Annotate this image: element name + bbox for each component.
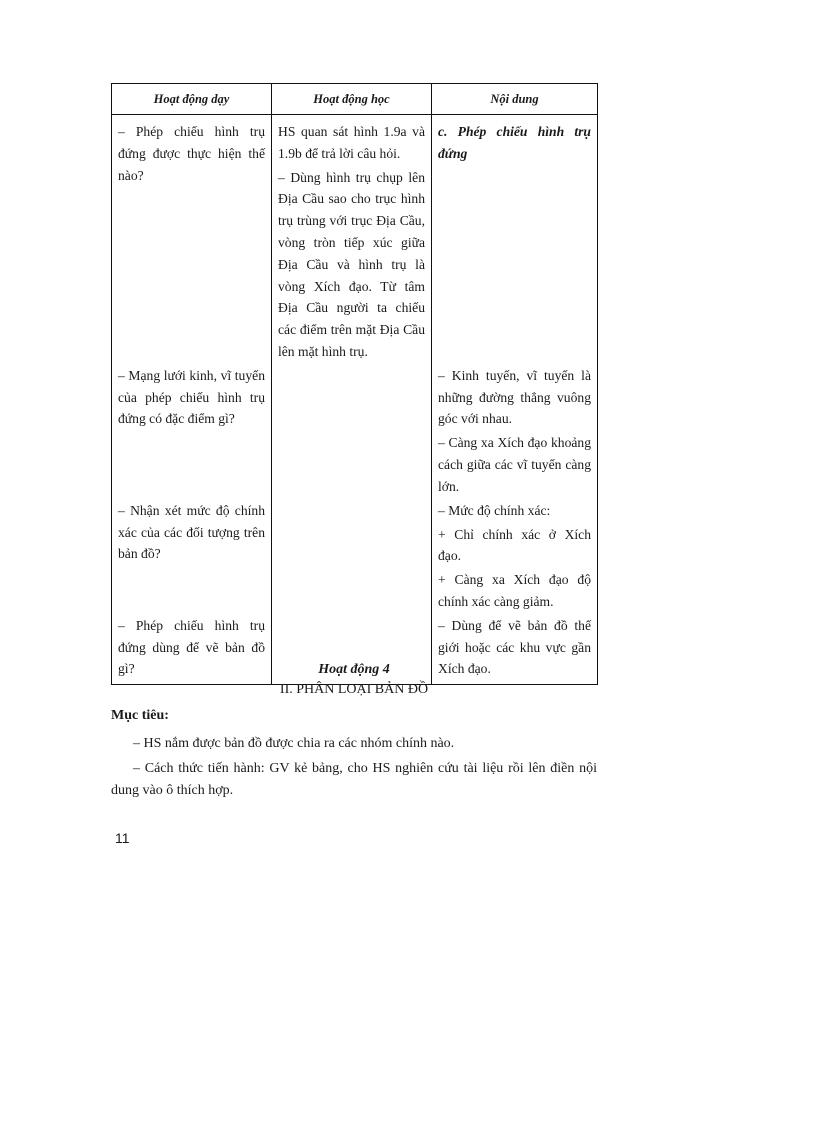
content-text: – Kinh tuyến, vĩ tuyến là những đường thẳng vuông góc với nhau. <box>438 367 591 427</box>
teach-text: – Mạng lưới kinh, vĩ tuyến của phép chiếu hình trụ đứng có đặc điểm gì? <box>118 367 265 427</box>
page-number: 11 <box>115 830 130 846</box>
table-row <box>112 365 598 500</box>
content-text: + Càng xa Xích đạo độ chính xác càng giảm. <box>438 572 591 609</box>
lesson-table <box>111 83 598 685</box>
learn-cell <box>272 500 432 615</box>
content-text: – Mức độ chính xác: <box>438 502 551 518</box>
objective-item: – HS nắm được bản đồ được chia ra các nhóm chính nào. <box>133 736 455 751</box>
activity-title: Hoạt động 4 <box>318 662 390 677</box>
section-title: II. PHÂN LOẠI BẢN ĐỒ <box>279 682 429 697</box>
table-row <box>112 115 598 365</box>
content-cell <box>432 115 598 365</box>
objective-item: – Cách thức tiến hành: GV kẻ bảng, cho HS nghiên cứu tài liệu rồi lên điền nội dung vào ô thích hợp. <box>111 761 597 798</box>
learn-text: – Dùng hình trụ chụp lên Địa Cầu sao cho trục hình trụ trùng với trục Địa Cầu, vòng tròn tiếp xúc giữa Địa Cầu và hình trụ là vòng Xích đạo. Từ tâm Địa Cầu người ta chiếu các điểm trên mặt Địa Cầu lên mặt hình trụ. <box>278 169 425 359</box>
table-header-row <box>112 84 598 115</box>
table-row <box>112 500 598 615</box>
teach-text: – Nhận xét mức độ chính xác của các đối tượng trên bản đồ? <box>118 502 265 562</box>
teach-cell <box>112 500 272 615</box>
teach-text: – Phép chiếu hình trụ đứng được thực hiện thế nào? <box>118 124 265 183</box>
content-heading: c. Phép chiếu hình trụ đứng <box>438 124 591 161</box>
learn-cell <box>272 115 432 365</box>
teach-text: – Phép chiếu hình trụ đứng dùng để vẽ bản đồ gì? <box>118 617 265 677</box>
header-teaching: Hoạt động dạy <box>112 84 272 115</box>
learn-cell <box>272 365 432 500</box>
content-cell <box>432 500 598 615</box>
teach-cell <box>112 115 272 365</box>
content-text: + Chỉ chính xác ở Xích đạo. <box>438 526 591 564</box>
header-learning: Hoạt động học <box>272 84 432 115</box>
teach-cell <box>112 365 272 500</box>
content-text: – Dùng để vẽ bản đồ thế giới hoặc các khu vực gần Xích đạo. <box>438 617 591 677</box>
learn-text: HS quan sát hình 1.9a và 1.9b để trả lời câu hỏi. <box>278 124 425 161</box>
header-content: Nội dung <box>432 84 598 115</box>
objectives-label: Mục tiêu: <box>111 708 169 723</box>
content-text: – Càng xa Xích đạo khoảng cách giữa các vĩ tuyến càng lớn. <box>438 435 591 494</box>
content-cell <box>432 365 598 500</box>
